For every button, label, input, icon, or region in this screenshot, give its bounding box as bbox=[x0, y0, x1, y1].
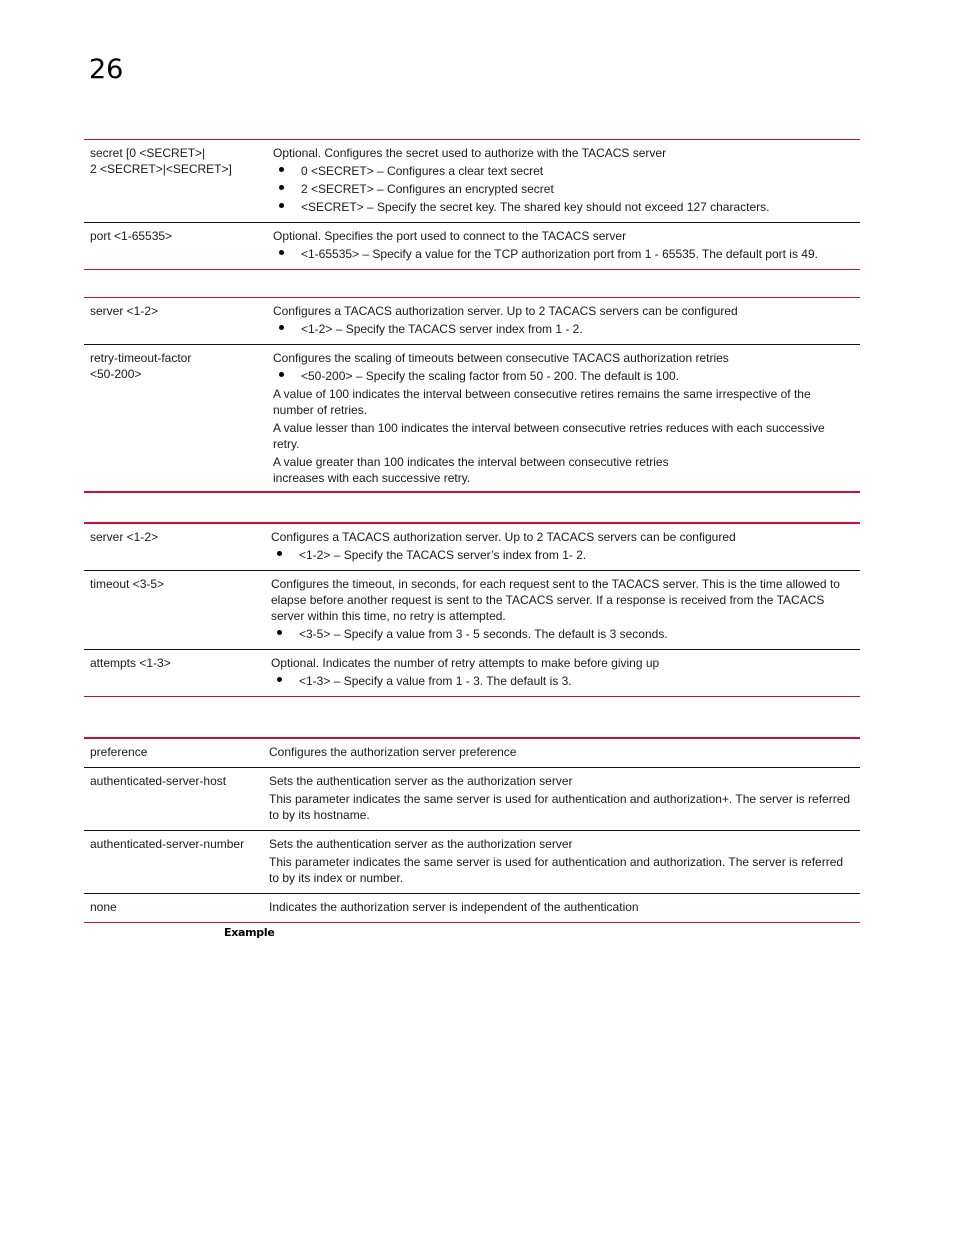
parameter-name: preference bbox=[90, 745, 148, 759]
table-row bbox=[84, 298, 860, 345]
preference-table bbox=[84, 737, 860, 923]
server-timeout-attempts-table bbox=[84, 522, 860, 697]
secret-port-table bbox=[84, 139, 860, 270]
parameter-cell bbox=[84, 571, 265, 650]
parameter-name: port <1-65535> bbox=[90, 229, 173, 243]
description-text: This parameter indicates the same server is used for authentication and authorization+. The server is referred to by its hostname. bbox=[269, 792, 851, 822]
parameter-name: 2 <SECRET>|<SECRET>] bbox=[90, 162, 232, 176]
table-row bbox=[84, 894, 860, 923]
description-text: This parameter indicates the same server is used for authentication and authorization. The server is referred to by its index or number. bbox=[269, 855, 844, 885]
parameter-cell bbox=[84, 894, 263, 923]
description-text: Optional. Indicates the number of retry attempts to make before giving up bbox=[271, 656, 660, 670]
parameter-cell bbox=[84, 650, 265, 697]
description-text: Optional. Specifies the port used to connect to the TACACS server bbox=[273, 229, 627, 243]
bullet-list bbox=[273, 163, 854, 215]
description-text: Configures the timeout, in seconds, for each request sent to the TACACS server. This is the time allowed to elapse before another request is sent to the TACACS server. If a response is received from the TACACS server within this time, no retry is attempted. bbox=[271, 577, 840, 623]
parameter-name: server <1-2> bbox=[90, 304, 159, 318]
parameter-cell bbox=[84, 523, 265, 571]
bullet-item: <50-200> – Specify the scaling factor from 50 - 200. The default is 100. bbox=[273, 368, 854, 384]
bullet-item: <1-3> – Specify a value from 1 - 3. The default is 3. bbox=[271, 673, 854, 689]
parameter-cell bbox=[84, 738, 263, 768]
parameter-cell bbox=[84, 298, 267, 345]
note-text: increases with each successive retry. bbox=[273, 471, 471, 485]
parameter-name: attempts <1-3> bbox=[90, 656, 171, 670]
table-row bbox=[84, 345, 860, 493]
note-text: A value lesser than 100 indicates the interval between consecutive retries reduces with each successive retry. bbox=[273, 421, 825, 451]
bullet-item: <1-65535> – Specify a value for the TCP authorization port from 1 - 65535. The default port is 49. bbox=[273, 246, 854, 262]
parameter-cell bbox=[84, 831, 263, 894]
bullet-list bbox=[271, 626, 854, 642]
description-cell bbox=[265, 650, 860, 697]
table-row bbox=[84, 738, 860, 768]
bullet-item: <1-2> – Specify the TACACS server index from 1 - 2. bbox=[273, 321, 854, 337]
description-text: Configures a TACACS authorization server. Up to 2 TACACS servers can be configured bbox=[273, 304, 738, 318]
description-cell bbox=[265, 571, 860, 650]
parameter-name: timeout <3-5> bbox=[90, 577, 165, 591]
parameter-name: authenticated-server-number bbox=[90, 837, 245, 851]
table-row bbox=[84, 571, 860, 650]
chapter-number: 26 bbox=[89, 54, 124, 85]
description-cell bbox=[267, 140, 860, 223]
description-cell bbox=[265, 523, 860, 571]
parameter-name: retry-timeout-factor bbox=[90, 351, 192, 365]
table-row bbox=[84, 650, 860, 697]
description-cell bbox=[263, 894, 860, 923]
bullet-item: 0 <SECRET> – Configures a clear text secret bbox=[273, 163, 854, 179]
note-text: A value of 100 indicates the interval between consecutive retires remains the same irrespective of the number of retries. bbox=[273, 387, 811, 417]
bullet-item: <3-5> – Specify a value from 3 - 5 seconds. The default is 3 seconds. bbox=[271, 626, 854, 642]
description-cell bbox=[267, 298, 860, 345]
parameter-name: none bbox=[90, 900, 117, 914]
note-text: A value greater than 100 indicates the interval between consecutive retries bbox=[273, 455, 669, 469]
parameter-cell bbox=[84, 768, 263, 831]
description-cell bbox=[263, 768, 860, 831]
bullet-item: <SECRET> – Specify the secret key. The shared key should not exceed 127 characters. bbox=[273, 199, 854, 215]
parameter-cell bbox=[84, 223, 267, 270]
description-cell bbox=[267, 345, 860, 493]
parameter-cell bbox=[84, 140, 267, 223]
bullet-list bbox=[271, 673, 854, 689]
table-row bbox=[84, 768, 860, 831]
parameter-name: <50-200> bbox=[90, 367, 142, 381]
bullet-list bbox=[273, 246, 854, 262]
description-text: Indicates the authorization server is independent of the authentication bbox=[269, 900, 639, 914]
description-cell bbox=[267, 223, 860, 270]
table-row bbox=[84, 523, 860, 571]
description-text: Configures the authorization server preference bbox=[269, 745, 517, 759]
server-retry-table bbox=[84, 297, 860, 493]
bullet-list bbox=[273, 321, 854, 337]
table-row bbox=[84, 223, 860, 270]
parameter-name: authenticated-server-host bbox=[90, 774, 227, 788]
example-heading: Example bbox=[224, 926, 275, 939]
description-text: Optional. Configures the secret used to authorize with the TACACS server bbox=[273, 146, 667, 160]
description-text: Configures a TACACS authorization server. Up to 2 TACACS servers can be configured bbox=[271, 530, 736, 544]
description-cell bbox=[263, 831, 860, 894]
description-text: Sets the authentication server as the authorization server bbox=[269, 837, 573, 851]
bullet-item: 2 <SECRET> – Configures an encrypted secret bbox=[273, 181, 854, 197]
parameter-name: secret [0 <SECRET>| bbox=[90, 146, 206, 160]
bullet-list bbox=[273, 368, 854, 384]
parameter-cell bbox=[84, 345, 267, 493]
parameter-name: server <1-2> bbox=[90, 530, 159, 544]
description-text: Sets the authentication server as the authorization server bbox=[269, 774, 573, 788]
description-text: Configures the scaling of timeouts between consecutive TACACS authorization retries bbox=[273, 351, 729, 365]
description-cell bbox=[263, 738, 860, 768]
table-row bbox=[84, 140, 860, 223]
table-row bbox=[84, 831, 860, 894]
bullet-item: <1-2> – Specify the TACACS server’s index from 1- 2. bbox=[271, 547, 854, 563]
bullet-list bbox=[271, 547, 854, 563]
